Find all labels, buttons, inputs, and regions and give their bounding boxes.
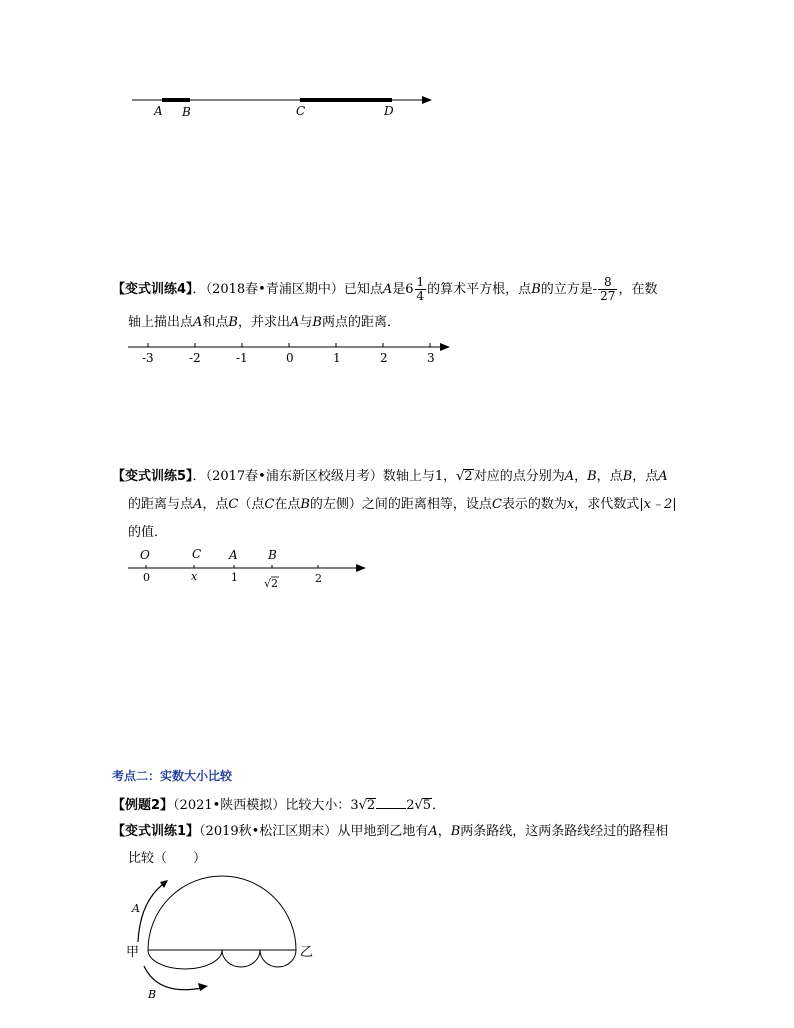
top-label-c: C: [192, 547, 202, 561]
tick-label: -2: [189, 351, 201, 365]
ex4-number-line: [124, 338, 454, 368]
ex4-l2-a: 轴上描出点: [128, 315, 194, 330]
route-b-arrow-curve: [144, 966, 202, 990]
ex5-l2-b: ，点: [202, 497, 229, 512]
route-a-semicircle: [148, 876, 296, 950]
v1-sep: ，: [437, 824, 451, 839]
ex5-l2-c: （点: [238, 497, 265, 512]
ex4-text-d: 的立方是: [540, 282, 593, 297]
ex5-l2-varc: C: [228, 497, 239, 512]
ex5-l2-g: ，求代数式: [574, 497, 640, 512]
ex5-tag: 【变式训练5】: [112, 469, 193, 484]
answer-blank[interactable]: [376, 796, 406, 809]
ex4-text-c: 的算术平方根，点: [427, 282, 532, 297]
bottom-label-sqrt2: 2: [271, 577, 278, 590]
route-a-arrow-curve: [138, 882, 166, 942]
ex4-neg: -: [592, 282, 598, 297]
arrowhead: [422, 96, 432, 104]
label-route-b: B: [148, 988, 157, 1001]
v1-line2: 比较（ ）: [128, 851, 207, 866]
v1-text-b: 两条路线，这两条路线经过的路程相: [460, 824, 669, 839]
ex5-line2: [128, 496, 677, 514]
ex2-sqrt2: √5: [414, 798, 432, 813]
bottom-label-sqrt-symbol: √: [264, 577, 272, 590]
ex4-frac-den: 4: [416, 289, 425, 303]
v1-tag: 【变式训练1】: [112, 824, 200, 839]
ex4-l2-vara: A: [193, 315, 203, 330]
ex5-l2-varb: B: [300, 497, 310, 512]
ex4-l2-c: ，并求出: [237, 315, 290, 330]
ex4-text-b: 是: [392, 282, 406, 297]
ex5-var-a2: A: [658, 469, 668, 484]
section-heading: 考点二：实数大小比较: [112, 769, 233, 783]
route-b-arrowhead: [198, 983, 208, 991]
bottom-label-2: 2: [315, 572, 322, 585]
ex4-var-a: A: [382, 282, 393, 297]
ex5-l3: 的值．: [128, 525, 168, 540]
route-b-arc1: [148, 950, 222, 969]
bottom-label-x: x: [191, 570, 198, 583]
ex5-l2-varc3: C: [491, 497, 502, 512]
ex4-cube-fraction: [598, 276, 617, 303]
ex4-l2-b: 和点: [202, 315, 229, 330]
ex5-line1: [112, 468, 668, 486]
route-diagram: [118, 868, 318, 1008]
ex5-line3: [128, 524, 167, 542]
axis-arrowhead: [440, 343, 450, 351]
ex2-coef2: 2: [406, 798, 415, 813]
ex5-l2-f: 表示的数为: [501, 497, 567, 512]
ex4-source: （2018春•青浦区期中）: [205, 282, 344, 297]
top-label-a: A: [229, 548, 238, 562]
ex2-coef1: 3: [350, 798, 359, 813]
label-end: 乙: [300, 945, 314, 960]
top-label-o: O: [140, 548, 150, 562]
ex4-var-b: B: [531, 282, 541, 297]
label-b: B: [182, 105, 191, 119]
ex5-l2-expr: |x﹣2|: [639, 497, 677, 512]
v1-var-a: A: [428, 824, 438, 839]
ex5-l2-e: 的左侧）之间的距离相等，设点: [309, 497, 492, 512]
ex4-l2-d: 与: [299, 315, 313, 330]
label-route-a: A: [132, 902, 140, 915]
ex2-rad1: 2: [366, 798, 376, 813]
axis-arrowhead: [356, 564, 366, 572]
ex4-text-e: ，在数: [618, 282, 658, 297]
ex5-var-a: A: [564, 469, 575, 484]
ex2-rad2: 5: [422, 798, 432, 813]
ex5-l2-x: x: [566, 497, 575, 512]
route-b-arc2: [222, 950, 260, 967]
ex4-frac-num: 1: [416, 275, 425, 289]
ex4-line2: [128, 314, 400, 332]
ex4-line1: [112, 276, 657, 303]
ex5-l2-d: 在点: [274, 497, 301, 512]
label-a: A: [154, 104, 163, 118]
v1-var-b: B: [450, 824, 461, 839]
ex5-text-b: 对应的点分别为: [473, 469, 565, 484]
ex4-cube-num: 8: [598, 276, 617, 290]
tick-label: 1: [333, 351, 341, 365]
segment-diagram: [128, 88, 438, 124]
ex4-fraction: [415, 276, 427, 303]
ex2-text: 比较大小：: [285, 798, 351, 813]
ex4-whole: 6: [405, 282, 414, 297]
ex5-var-b2: B: [622, 469, 633, 484]
ex5-number-line: [124, 544, 374, 590]
ex4-cube-den: 27: [600, 289, 616, 303]
ex4-dot: ．: [192, 282, 206, 297]
ex5-text-c: ，点: [596, 469, 623, 484]
ex5-text-d: ，点: [632, 469, 659, 484]
top-label-b: B: [268, 548, 277, 562]
bottom-label-1: 1: [231, 571, 238, 584]
variant1-line1: [112, 823, 668, 841]
v1-text-a: 从甲地到乙地有: [337, 824, 429, 839]
ex5-l2-vara: A: [193, 497, 203, 512]
label-d: D: [384, 104, 394, 118]
ex2-source: （2021•陕西模拟）: [173, 798, 286, 813]
ex2-end: ．: [432, 798, 446, 813]
ex4-tag: 【变式训练4】: [112, 282, 193, 297]
ex5-l2-a: 的距离与点: [128, 497, 194, 512]
tick-label: -3: [142, 351, 154, 365]
label-c: C: [296, 104, 306, 118]
ex5-l2-varc2: C: [264, 497, 275, 512]
ex5-source: （2017春•浦东新区校级月考）: [205, 469, 383, 484]
ex4-l2-e: 两点的距离．: [321, 315, 400, 330]
ex5-sqrt: √2: [456, 469, 473, 484]
example2-line: [112, 796, 445, 815]
ex4-l2-varb: B: [228, 315, 238, 330]
ex5-text-a: 数轴上与1，: [382, 469, 457, 484]
route-a-arrowhead: [160, 880, 168, 888]
bottom-label-0: 0: [143, 571, 150, 584]
ex5-sqrt-val: 2: [464, 469, 473, 484]
v1-source: （2019秋•松江区期末）: [199, 824, 338, 839]
ex5-dot: ．: [192, 469, 206, 484]
ex5-sep1: ，: [574, 469, 588, 484]
ex4-text-a: 已知点: [343, 282, 383, 297]
label-start: 甲: [126, 945, 140, 960]
ex2-sqrt1: √2: [358, 798, 376, 813]
ex5-var-b: B: [587, 469, 597, 484]
tick-label: 0: [286, 351, 294, 365]
ex2-tag: 【例题2】: [112, 798, 174, 813]
route-b-arc3: [260, 950, 296, 967]
ex4-l2-varb2: B: [312, 315, 322, 330]
ex4-l2-vara2: A: [290, 315, 300, 330]
tick-label: 3: [427, 351, 435, 365]
tick-label: 2: [380, 351, 388, 365]
variant1-line2: [128, 850, 206, 868]
tick-label: -1: [236, 351, 248, 365]
